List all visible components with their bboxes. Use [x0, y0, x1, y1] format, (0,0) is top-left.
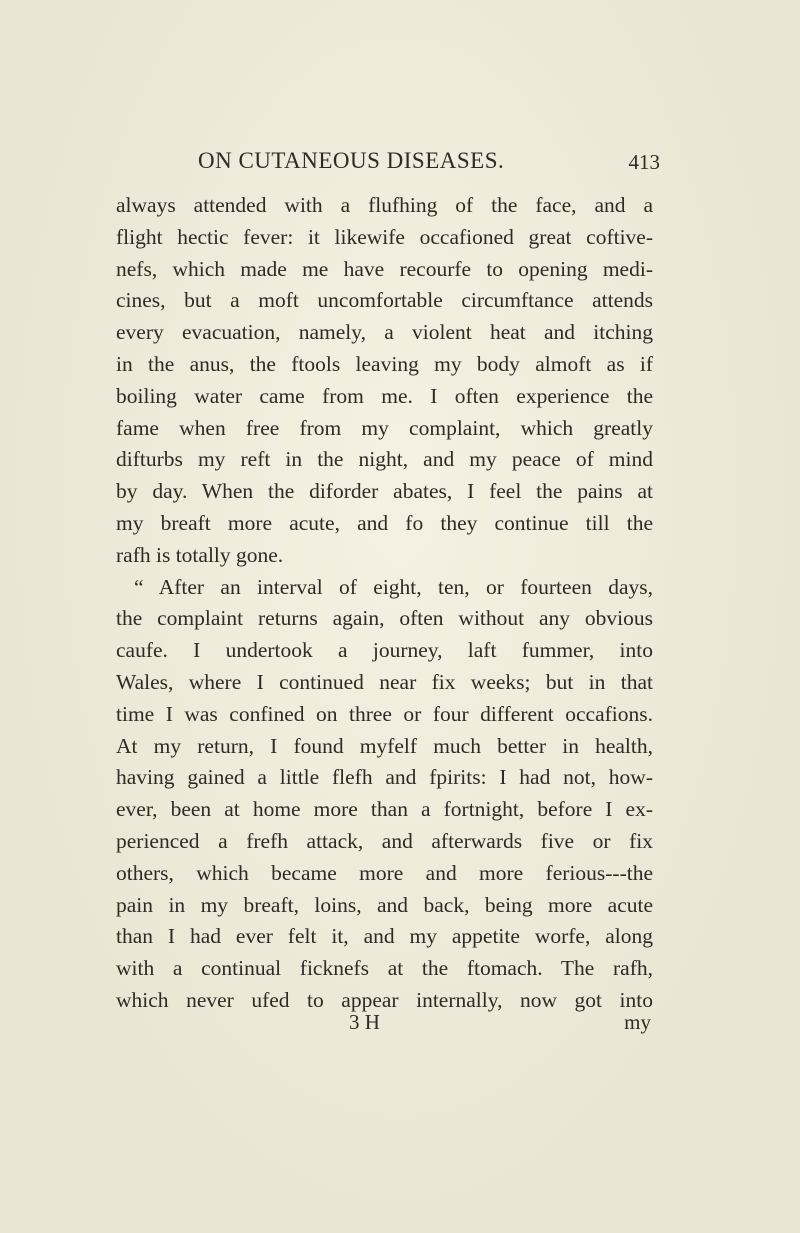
page-footer — [116, 1010, 653, 1040]
signature-mark: 3 H — [349, 1010, 380, 1034]
text-line: having gained a little flefh and fpirits: I had not, how- — [116, 765, 653, 790]
paragraph-start-line: “ After an interval of eight, ten, or fourteen days, — [134, 574, 653, 599]
text-line: always attended with a flufhing of the face, and a — [116, 193, 653, 217]
text-line: than I had ever felt it, and my appetite worfe, along — [116, 924, 653, 949]
text-line: boiling water came from me. I often experience the — [116, 383, 653, 408]
page-number: 413 — [628, 150, 660, 174]
paragraph-end-line: rafh is totally gone. — [116, 542, 284, 567]
text-line: flight hectic fever: it likewife occafioned great coftive- — [116, 224, 653, 249]
text-line: with a continual ficknefs at the ftomach. The rafh, — [116, 956, 653, 981]
text-line: At my return, I found myfelf much better in health, — [116, 733, 653, 758]
text-line: by day. When the diforder abates, I feel the pains at — [116, 479, 653, 504]
text-line: cines, but a moft uncomfortable circumftance attends — [116, 288, 653, 313]
running-head — [198, 148, 660, 178]
text-line: perienced a frefh attack, and afterwards five or fix — [116, 828, 653, 853]
text-line: my breaft more acute, and fo they continue till the — [116, 510, 653, 535]
text-line: every evacuation, namely, a violent heat and itching — [116, 320, 653, 345]
text-line: pain in my breaft, loins, and back, being more acute — [116, 892, 653, 917]
text-line: caufe. I undertook a journey, laft fummer, into — [116, 638, 653, 663]
text-line: difturbs my reft in the night, and my peace of mind — [116, 447, 653, 472]
text-line: in the anus, the ftools leaving my body almoft as if — [116, 351, 653, 376]
text-line: the complaint returns again, often without any obvious — [116, 606, 653, 631]
catchword: my — [624, 1010, 651, 1034]
text-line: nefs, which made me have recourfe to opening medi- — [116, 256, 653, 281]
text-line: ever, been at home more than a fortnight, before I ex- — [116, 797, 653, 822]
running-title: ON CUTANEOUS DISEASES. — [198, 148, 505, 173]
text-line: others, which became more and more ferious---the — [116, 860, 653, 885]
body-text — [116, 190, 653, 1017]
text-line: Wales, where I continued near fix weeks; but in that — [116, 669, 653, 694]
text-line: time I was confined on three or four different occafions. — [116, 701, 653, 726]
text-line: which never ufed to appear internally, now got into — [116, 987, 653, 1012]
text-line: fame when free from my complaint, which greatly — [116, 415, 653, 440]
